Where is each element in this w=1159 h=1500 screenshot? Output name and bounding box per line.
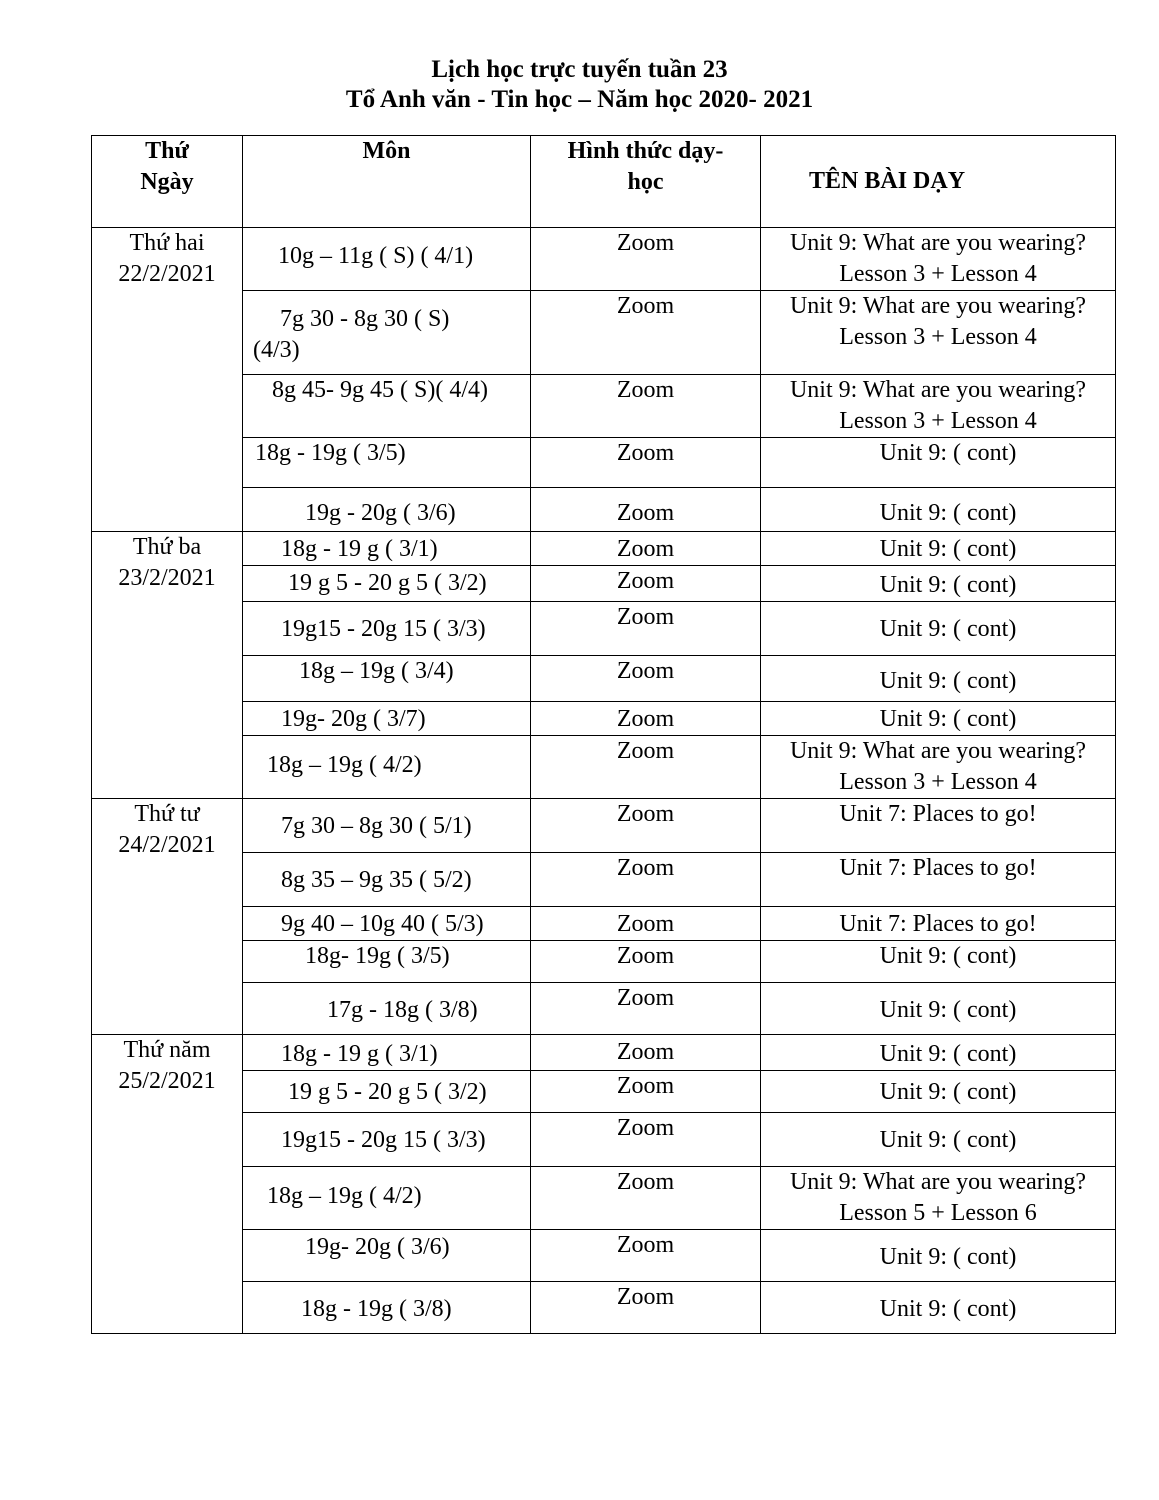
time-text: 18g - 19 g ( 3/1) [281, 536, 438, 562]
lesson-detail: Lesson 3 + Lesson 4 [839, 324, 1037, 350]
lesson-title: Unit 9: ( cont) [879, 1244, 1017, 1270]
time-cell [243, 532, 531, 566]
table-row [92, 532, 1116, 566]
mode-cell: Zoom [531, 1230, 761, 1282]
table-row [92, 1113, 1116, 1167]
lesson-cell [761, 1035, 1116, 1071]
time-cell [243, 941, 531, 983]
time-text: 19g- 20g ( 3/6) [305, 1234, 450, 1260]
lesson-detail: Lesson 3 + Lesson 4 [839, 769, 1037, 795]
time-text: 18g – 19g ( 4/2) [267, 752, 422, 778]
time-text: 19 g 5 - 20 g 5 ( 3/2) [288, 1079, 487, 1105]
time-text: 18g - 19g ( 3/5) [255, 440, 406, 466]
time-cell [243, 907, 531, 941]
table-row [92, 907, 1116, 941]
lesson-title: Unit 9: ( cont) [879, 997, 1017, 1023]
time-cell [243, 1282, 531, 1334]
lesson-title: Unit 9: What are you wearing? [789, 1169, 1087, 1195]
time-text: 17g - 18g ( 3/8) [327, 997, 478, 1023]
lesson-title: Unit 9: What are you wearing? [789, 738, 1087, 764]
mode-cell: Zoom [531, 1167, 761, 1230]
mode-cell: Zoom [531, 1035, 761, 1071]
time-cell [243, 1230, 531, 1282]
time-text: 19 g 5 - 20 g 5 ( 3/2) [288, 570, 487, 596]
time-cell [243, 438, 531, 488]
time-cell [243, 853, 531, 907]
header-day [92, 136, 243, 228]
mode-cell: Zoom [531, 228, 761, 291]
lesson-cell [761, 1282, 1116, 1334]
mode-cell: Zoom [531, 488, 761, 532]
lesson-title: Unit 9: ( cont) [879, 668, 1017, 694]
table-row [92, 1071, 1116, 1113]
time-text: 18g - 19 g ( 3/1) [281, 1041, 438, 1067]
time-text: 8g 35 – 9g 35 ( 5/2) [281, 867, 472, 893]
time-text: 19g- 20g ( 3/7) [281, 706, 426, 732]
mode-cell: Zoom [531, 566, 761, 602]
table-row [92, 228, 1116, 291]
lesson-cell [761, 907, 1116, 941]
time-text: 18g- 19g ( 3/5) [305, 943, 450, 969]
lesson-title: Unit 9: ( cont) [879, 1296, 1017, 1322]
day-name: Thứ ba [132, 534, 202, 560]
table-row [92, 602, 1116, 656]
table-row [92, 983, 1116, 1035]
day-cell [92, 1035, 243, 1334]
time-cell [243, 702, 531, 736]
lesson-cell [761, 228, 1116, 291]
time-cell [243, 799, 531, 853]
time-text: 18g – 19g ( 4/2) [267, 1183, 422, 1209]
lesson-cell [761, 941, 1116, 983]
lesson-title: Unit 9: What are you wearing? [789, 377, 1087, 403]
time-cell [243, 488, 531, 532]
lesson-title: Unit 9: ( cont) [879, 1079, 1017, 1105]
lesson-cell [761, 602, 1116, 656]
time-cell [243, 291, 531, 375]
table-row [92, 1230, 1116, 1282]
lesson-title: Unit 9: What are you wearing? [789, 293, 1087, 319]
day-name: Thứ năm [123, 1037, 211, 1063]
time-text: 19g15 - 20g 15 ( 3/3) [281, 616, 486, 642]
mode-cell: Zoom [531, 1071, 761, 1113]
lesson-title: Unit 9: ( cont) [879, 536, 1017, 562]
time-text: 10g – 11g ( S) ( 4/1) [278, 243, 474, 269]
table-row [92, 799, 1116, 853]
table-row [92, 375, 1116, 438]
lesson-detail: Lesson 3 + Lesson 4 [839, 261, 1037, 287]
lesson-cell [761, 1071, 1116, 1113]
time-cell [243, 1035, 531, 1071]
header-hinh-thuc-line2: học [627, 169, 664, 195]
lesson-cell [761, 1230, 1116, 1282]
lesson-cell [761, 438, 1116, 488]
mode-cell: Zoom [531, 656, 761, 702]
mode-cell: Zoom [531, 853, 761, 907]
schedule-body [92, 228, 1116, 1334]
mode-cell: Zoom [531, 602, 761, 656]
lesson-title: Unit 9: What are you wearing? [789, 230, 1087, 256]
schedule-table [91, 135, 1116, 1334]
time-cell [243, 1071, 531, 1113]
lesson-title: Unit 9: ( cont) [879, 1041, 1017, 1067]
mode-cell: Zoom [531, 291, 761, 375]
lesson-title: Unit 7: Places to go! [839, 855, 1037, 881]
mode-cell: Zoom [531, 907, 761, 941]
time-text: 7g 30 – 8g 30 ( 5/1) [281, 813, 472, 839]
mode-cell: Zoom [531, 799, 761, 853]
time-text: 7g 30 - 8g 30 ( S) [280, 306, 450, 332]
mode-cell: Zoom [531, 1113, 761, 1167]
day-name: Thứ tư [134, 801, 200, 827]
lesson-cell [761, 532, 1116, 566]
lesson-title: Unit 9: ( cont) [879, 572, 1017, 598]
lesson-cell [761, 736, 1116, 799]
lesson-cell [761, 291, 1116, 375]
lesson-cell [761, 799, 1116, 853]
table-row [92, 1282, 1116, 1334]
day-cell [92, 532, 243, 799]
lesson-cell [761, 983, 1116, 1035]
page-title: Lịch học trực tuyến tuần 23 [431, 56, 728, 83]
header-mon: Môn [243, 136, 531, 228]
day-date: 23/2/2021 [118, 565, 216, 591]
lesson-title: Unit 9: ( cont) [879, 500, 1017, 526]
table-row [92, 438, 1116, 488]
mode-cell: Zoom [531, 438, 761, 488]
lesson-title: Unit 9: ( cont) [879, 616, 1017, 642]
time-cell [243, 983, 531, 1035]
lesson-cell [761, 853, 1116, 907]
header-hinh-thuc [531, 136, 761, 228]
table-row [92, 736, 1116, 799]
mode-cell: Zoom [531, 941, 761, 983]
lesson-cell [761, 656, 1116, 702]
header-ten-bai-day: TÊN BÀI DẠY [761, 136, 1116, 228]
time-text-cont: (4/3) [253, 337, 300, 363]
day-name: Thứ hai [129, 230, 205, 256]
header-hinh-thuc-line1: Hình thức dạy- [567, 138, 724, 164]
time-text: 18g – 19g ( 3/4) [299, 658, 454, 684]
lesson-title: Unit 9: ( cont) [879, 1127, 1017, 1153]
table-row [92, 291, 1116, 375]
mode-cell: Zoom [531, 983, 761, 1035]
table-row [92, 1167, 1116, 1230]
lesson-title: Unit 7: Places to go! [839, 911, 1037, 937]
day-date: 22/2/2021 [118, 261, 216, 287]
day-date: 25/2/2021 [118, 1068, 216, 1094]
time-cell [243, 375, 531, 438]
lesson-cell [761, 702, 1116, 736]
page-subtitle: Tổ Anh văn - Tin học – Năm học 2020- 2021 [345, 86, 814, 113]
lesson-cell [761, 566, 1116, 602]
lesson-title: Unit 7: Places to go! [839, 801, 1037, 827]
day-date: 24/2/2021 [118, 832, 216, 858]
table-row [92, 488, 1116, 532]
lesson-cell [761, 375, 1116, 438]
mode-cell: Zoom [531, 702, 761, 736]
table-row [92, 853, 1116, 907]
lesson-title: Unit 9: ( cont) [879, 943, 1017, 969]
day-cell [92, 228, 243, 532]
header-ngay: Ngày [140, 169, 194, 195]
time-text: 19g15 - 20g 15 ( 3/3) [281, 1127, 486, 1153]
time-text: 18g - 19g ( 3/8) [301, 1296, 452, 1322]
header-thu: Thứ [145, 138, 189, 164]
mode-cell: Zoom [531, 1282, 761, 1334]
time-cell [243, 1167, 531, 1230]
day-cell [92, 799, 243, 1035]
lesson-detail: Lesson 3 + Lesson 4 [839, 408, 1037, 434]
lesson-cell [761, 1167, 1116, 1230]
mode-cell: Zoom [531, 532, 761, 566]
lesson-title: Unit 9: ( cont) [879, 706, 1017, 732]
lesson-title: Unit 9: ( cont) [879, 440, 1017, 466]
time-cell [243, 736, 531, 799]
time-cell [243, 602, 531, 656]
time-text: 19g - 20g ( 3/6) [305, 500, 456, 526]
table-row [92, 702, 1116, 736]
table-row [92, 941, 1116, 983]
time-cell [243, 566, 531, 602]
time-text: 9g 40 – 10g 40 ( 5/3) [281, 911, 484, 937]
table-row [92, 566, 1116, 602]
lesson-cell [761, 488, 1116, 532]
header-row [92, 136, 1116, 228]
mode-cell: Zoom [531, 375, 761, 438]
time-cell [243, 656, 531, 702]
table-row [92, 656, 1116, 702]
time-cell [243, 228, 531, 291]
mode-cell: Zoom [531, 736, 761, 799]
lesson-detail: Lesson 5 + Lesson 6 [839, 1200, 1037, 1226]
time-text: 8g 45- 9g 45 ( S)( 4/4) [272, 377, 488, 403]
table-row [92, 1035, 1116, 1071]
time-cell [243, 1113, 531, 1167]
lesson-cell [761, 1113, 1116, 1167]
